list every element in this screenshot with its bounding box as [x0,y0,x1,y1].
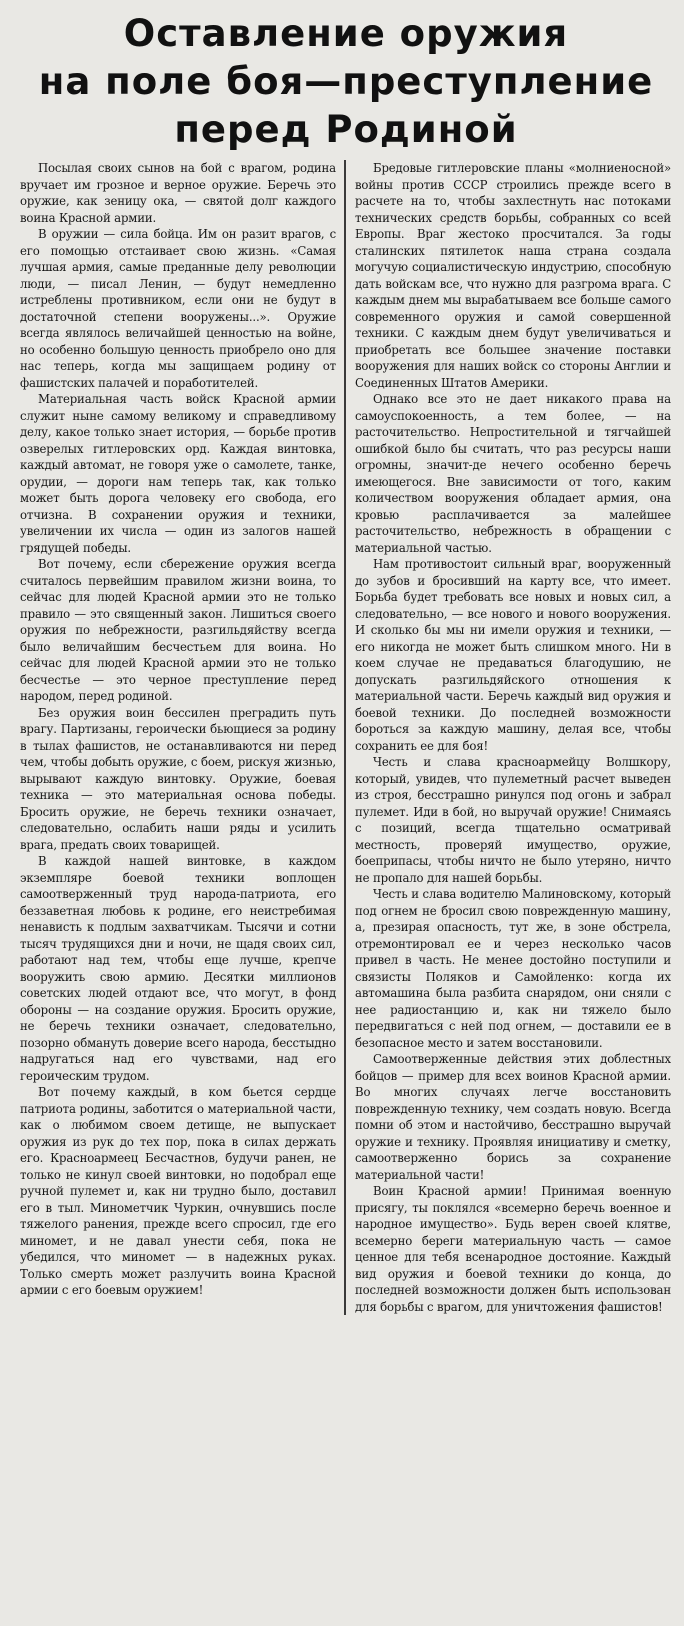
headline-line-2: на поле боя—преступление [38,60,654,103]
paragraph: Самоотверженные действия этих доблестных бойцов — пример для всех воинов Красной армии. Во многих случаях легче восстановить поврежденную технику, чем создать новую. Всегда помни об этом и настойчиво, бесстрашно выручай оружие и технику. Проявляя инициативу и сметку, самоотверженно борись за сохранение материальной части! [355,1052,671,1182]
headline-line-3: перед Родиной [174,108,518,151]
paragraph: Воин Красной армии! Принимая военную присягу, ты поклялся «всемерно беречь военное и народное имущество». Будь верен своей клятве, всемерно береги материальную часть — самое ценное для тебя всенародное достояние. Каждый вид оружия и боевой техники до конца, до последней возможности должен быть использован для борьбы с врагом, для уничтожения фашистов! [355,1184,671,1314]
paragraph: Посылая своих сынов на бой с врагом, родина вручает им грозное и верное оружие. Беречь это оружие, как зеницу ока, — святой долг каждого воина Красной армии. [20,161,336,225]
article-body [20,160,672,1315]
paragraph: Нам противостоит сильный враг, вооруженный до зубов и бросивший на карту все, что имеет. Борьба будет требовать все новых и новых сил, а следовательно, — все нового и нового вооружения. И сколько бы мы ни имели оружия и техники, — его никогда не может быть слишком много. Ни в коем случае не предаваться благодушию, не допускать разгильдяйского отношения к материальной части. Беречь каждый вид оружия и боевой техники. До последней возможности бороться за каждую машину, делая все, чтобы сохранить ее для боя! [355,557,671,753]
paragraph: Вот почему каждый, в ком бьется сердце патриота родины, заботится о материальной части, как о любимом своем детище, не выпускает оружия из рук до тех пор, пока в силах держать его. Красноармеец Бесчастнов, будучи ранен, не только не кинул своей винтовки, но подобрал еще ручной пулемет и, как ни трудно было, доставил его в тыл. Минометчик Чуркин, очнувшись после тяжелого ранения, прежде всего спросил, где его миномет, и не давал унести себя, пока не убедился, что миномет — в надежных руках. Только смерть может разлучить воина Красной армии с его боевым оружием! [20,1085,336,1297]
headline-line-1: Оставление оружия [123,12,569,55]
paragraph: В оружии — сила бойца. Им он разит врагов, с его помощью отстаивает свою жизнь. «Самая лучшая армия, самые преданные делу революции люди, — писал Ленин, — будут немедленно истреблены противником, если они не будут в достаточной степени вооружены...». Оружие всегда являлось величайшей ценностью на войне, но особенно большую ценность приобрело оно для нас теперь, когда мы защищаем родину от фашистских палачей и поработителей. [20,227,336,390]
paragraph: Бредовые гитлеровские планы «молниеносной» войны против СССР строились прежде всего в расчете на то, чтобы захлестнуть нас потоками технических средств борьбы, собранных со всей Европы. Враг жестоко просчитался. За годы сталинских пятилеток наша страна создала могучую социалистическую индустрию, способную дать войскам все, что нужно для разгрома врага. С каждым днем мы вырабатываем все больше самого современного оружия и самой совершенной техники. С каждым днем будут увеличиваться и приобретать все большее значение поставки вооружения для наших войск со стороны Англии и Соединенных Штатов Америки. [355,161,671,390]
paragraph: Честь и слава красноармейцу Волшкору, который, увидев, что пулеметный расчет выведен из строя, бесстрашно ринулся под огонь и забрал пулемет. Иди в бой, но выручай оружие! Снимаясь с позиций, всегда тщательно осматривай местность, проверяй имущество, оружие, боеприпасы, чтобы ничто не было утеряно, ничто не пропало для нашей борьбы. [355,755,671,885]
paragraph: Без оружия воин бессилен преградить путь врагу. Партизаны, героически бьющиеся за родину в тылах фашистов, не останавливаются ни перед чем, чтобы добыть оружие, с боем, рискуя жизнью, вырывают каждую винтовку. Оружие, боевая техника — это материальная основа победы. Бросить оружие, не беречь техники означает, следовательно, ослабить наши ряды и усилить врага, предать своих товарищей. [20,705,336,852]
paragraph: Материальная часть войск Красной армии служит ныне самому великому и справедливому делу, какое только знает история, — борьбе против озверелых гитлеровских орд. Каждая винтовка, каждый автомат, не говоря уже о самолете, танке, орудии, — дороги нам теперь так, как только может быть дорога человеку его свобода, его отчизна. В сохранении оружия и техники, увеличении их числа — один из залогов нашей грядущей победы. [20,392,336,555]
paragraph: Однако все это не дает никакого права на самоуспокоенность, а тем более, — на расточительство. Непростительной и тягчайшей ошибкой было бы считать, что раз ресурсы наши огромны, значит-де нечего особенно беречь имеющегося. Вне зависимости от того, каким количеством вооружения обладает армия, она кровью расплачивается за малейшее расточительство, небрежность в обращении с материальной частью. [355,392,671,555]
article-column-left [20,160,344,1299]
article-column-right [346,160,671,1315]
paragraph: Вот почему, если сбережение оружия всегда считалось первейшим правилом жизни воина, то сейчас для людей Красной армии это не только правило — это священный закон. Лишиться своего оружия по небрежности, разгильдяйству всегда было величайшим бесчестьем для воина. Но сейчас для людей Красной армии это не только бесчестье — это черное преступление перед народом, перед родиной. [20,557,336,703]
paragraph: Честь и слава водителю Малиновскому, который под огнем не бросил свою поврежденную машину, а, презирая опасность, тут же, в зоне обстрела, отремонтировал ее и через несколько часов привел в часть. Не менее достойно поступили и связисты Поляков и Самойленко: когда их автомашина была разбита снарядом, они сняли с нее радиостанцию и, как ни тяжело было передвигаться с ней под огнем, — доставили ее в безопасное место и затем восстановили. [355,887,671,1050]
headline [20,10,672,154]
paragraph: В каждой нашей винтовке, в каждом экземпляре боевой техники воплощен самоотверженный труд народа-патриота, его беззаветная любовь к родине, его неистребимая ненависть к подлым захватчикам. Тысячи и сотни тысяч трудящихся дни и ночи, не щадя своих сил, работают над тем, чтобы еще лучше, крепче вооружить свою армию. Десятки миллионов советских людей отдают все, что могут, в фонд обороны — на создание оружия. Бросить оружие, не беречь техники означает, следовательно, позорно обмануть доверие всего народа, бесстыдно надругаться над его чувствами, над его героическим трудом. [20,854,336,1083]
